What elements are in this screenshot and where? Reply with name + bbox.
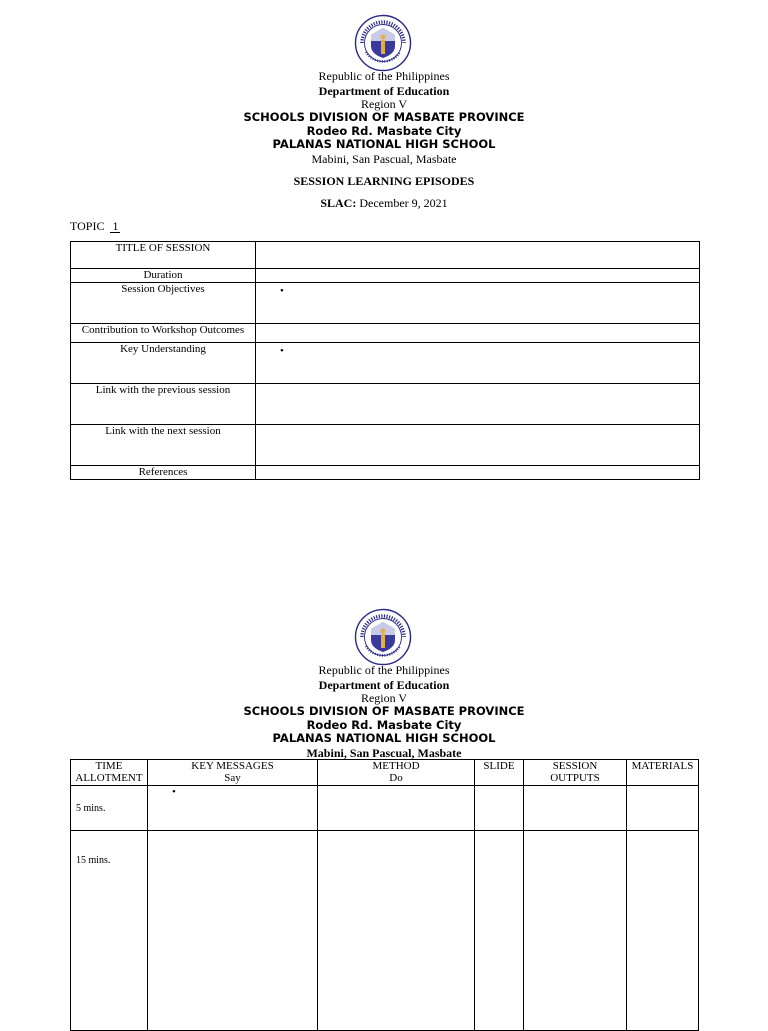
key-messages-cell[interactable] [148,786,318,831]
row-label-duration: Duration [71,269,256,283]
session-outputs-cell[interactable] [524,786,627,831]
deped-seal-icon [354,608,412,666]
slide-cell[interactable] [475,831,524,1031]
session-outputs-cell[interactable] [524,831,627,1031]
materials-cell[interactable] [627,786,699,831]
column-header-key-messages: KEY MESSAGES Say [148,760,318,786]
header-school: PALANAS NATIONAL HIGH SCHOOL [272,137,496,151]
row-label-previous-session: Link with the previous session [71,384,256,425]
row-label-objectives: Session Objectives [71,283,256,324]
header-region: Region V [360,691,408,705]
column-header-session-outputs: SESSION OUTPUTS [524,760,627,786]
key-messages-cell[interactable] [148,831,318,1031]
slide-cell[interactable] [475,786,524,831]
header-division: SCHOOLS DIVISION OF MASBATE PROVINCE [243,704,525,718]
header-division: SCHOOLS DIVISION OF MASBATE PROVINCE [243,110,525,124]
slac-date: December 9, 2021 [359,196,448,210]
time-cell: 5 mins. [71,786,148,831]
column-header-method: METHOD Do [318,760,475,786]
time-cell: 15 mins. [71,831,148,1031]
bullet-marker: • [280,345,284,357]
header-school-address: Mabini, San Pascual, Masbate [306,746,462,760]
header-region: Region V [360,97,408,111]
column-header-time: TIME ALLOTMENT [71,760,148,786]
row-label-references: References [71,466,256,480]
method-cell[interactable] [318,831,475,1031]
header-department: Department of Education [318,678,450,692]
header-address: Rodeo Rd. Masbate City [306,124,462,138]
header-country: Republic of the Philippines [318,663,450,677]
session-plan-table [70,759,699,1031]
materials-cell[interactable] [627,831,699,1031]
header-department: Department of Education [318,84,450,98]
topic-label: TOPIC [70,219,105,233]
method-cell[interactable] [318,786,475,831]
document-title: SESSION LEARNING EPISODES [293,174,475,188]
row-label-key-understanding: Key Understanding [71,343,256,384]
row-label-contribution: Contribution to Workshop Outcomes [71,324,256,343]
table-row [71,831,699,1031]
header-address: Rodeo Rd. Masbate City [306,718,462,732]
header-school: PALANAS NATIONAL HIGH SCHOOL [272,731,496,745]
column-header-slide: SLIDE [475,760,524,786]
topic-number: 1 [112,219,119,233]
slac-label: SLAC: [320,196,357,210]
table-row [71,786,699,831]
header-school-address: Mabini, San Pascual, Masbate [311,152,457,166]
header-country: Republic of the Philippines [318,69,450,83]
bullet-marker: • [172,786,176,798]
row-label-next-session: Link with the next session [71,425,256,466]
bullet-marker: • [280,285,284,297]
table-header-row [71,760,699,786]
column-header-materials: MATERIALS [627,760,699,786]
row-label-title: TITLE OF SESSION [71,242,256,269]
